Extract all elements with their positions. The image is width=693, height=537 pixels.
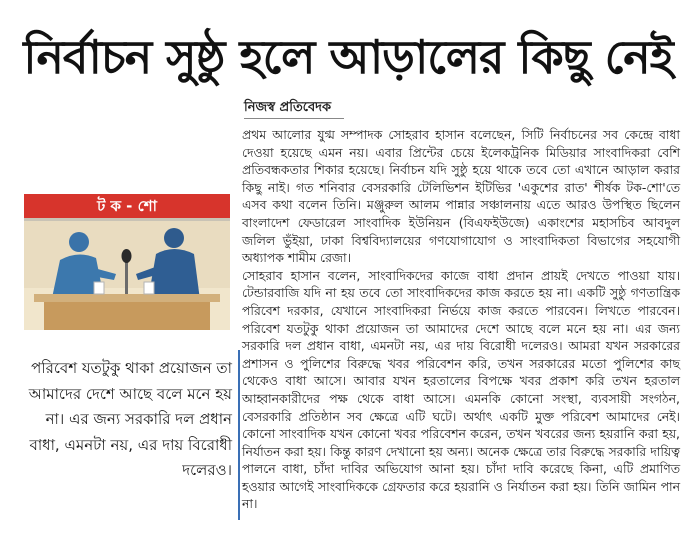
table-front: [44, 302, 210, 330]
top-edge: [0, 0, 693, 8]
talkshow-label: ট ক - শো: [24, 194, 230, 218]
talkshow-photo: [24, 194, 230, 330]
pull-quote: পরিবেশ যতটুকু থাকা প্রয়োজন তা আমাদের দেশে আছে বলে মনে হয় না। এর জন্য সরকারি দল প্রধান বাধা, এমনটা নয়, এর দায় বিরোধী দলেরও।: [28, 359, 232, 480]
byline: নিজস্ব প্রতিবেদক: [244, 100, 332, 115]
table-top: [34, 294, 220, 302]
article-paragraph: সোহরাব হাসান বলেন, সাংবাদিকদের কাজে বাধা প্রদান প্রায়ই দেখতে পাওয়া যায়। টেন্ডারবাজি যদি না হয় তবে তো সাংবাদিকদের কাজ করতে হয় না। একটি সুষ্ঠু গণতান্ত্রিক পরিবেশ দরকার, যেখানে সাংবাদিকরা নির্ভয়ে কাজ করতে পারবেন। লিখতে পারবেন। পরিবেশ যতটুকু থাকা প্রয়োজন তা আমাদের দেশে আছে বলে মনে হয় না। এর জন্য সরকারি দল প্রধান বাধা, এমনটা নয়, এর দায় বিরোধী দলেরও। আমরা যখন সরকারের প্রশাসন ও পুলিশের বিরুদ্ধে খবর পরিবেশন করি, তখন সরকারের মতো পুলিশের কাছ থেকেও বাধা আসে। আবার যখন হরতালের বিপক্ষে খবর প্রকাশ করি তখন হরতাল আহ্বানকারীদের পক্ষ থেকে বাধা আসে। এমনকি কোনো সংস্থা, ব্যবসায়ী সংগঠন, বেসরকারি প্রতিষ্ঠান সব ক্ষেত্রে এটি ঘটে। অর্থাৎ একটি মুক্ত পরিবেশ আমাদের নেই। কোনো সাংবাদিক যখন কোনো খবর পরিবেশন করেন, তখন খবরের জন্য হয়রানি করা হয়, নির্যাতন করা হয়। কিন্তু কারণ দেখানো হয় অন্য। অনেক ক্ষেত্রে তার বিরুদ্ধে সরকারি দায়িত্ব পালনে বাধা, চাঁদা দাবির অভিযোগ আনা হয়। চাঁদা দাবি করেছে কিনা, এটি প্রমাণিত হওয়ার আগেই সাংবাদিককে গ্রেফতার করে হয়রানি ও নির্যাতন করা হয়। তিনি জামিন পান না।: [242, 267, 680, 512]
pull-quote-rule: [238, 350, 240, 520]
byline-divider: [244, 118, 344, 119]
mug-left-icon: [94, 282, 104, 294]
article-body: [242, 126, 680, 513]
mug-right-icon: [144, 282, 154, 294]
article-paragraph: প্রথম আলোর যুগ্ম সম্পাদক সোহরাব হাসান বলেছেন, সিটি নির্বাচনের সব কেন্দ্রে বাধা দেওয়া হয়েছে এমন নয়। এবার প্রিন্টের চেয়ে ইলেকট্রনিক মিডিয়ার সাংবাদিকরা বেশি প্রতিবন্ধকতার শিকার হয়েছে। নির্বাচন যদি সুষ্ঠু হয়ে থাকে তবে তো এখানে আড়াল করার কিছু নাই। গত শনিবার বেসরকারি টেলিভিশন ইটিভির 'একুশের রাত' শীর্ষক টক-শো'তে এসব কথা বলেন তিনি। মঞ্জুরুল আলম পান্নার সঞ্চালনায় এতে আরও উপস্থিত ছিলেন বাংলাদেশ ফেডারেল সাংবাদিক ইউনিয়ন (বিএফইউজে) একাংশের মহাসচিব আবদুল জলিল ভুঁইয়া, ঢাকা বিশ্ববিদ্যালয়ের গণযোগাযোগ ও সাংবাদিকতা বিভাগের সহযোগী অধ্যাপক শামীম রেজা।: [242, 127, 680, 266]
headline: নির্বাচন সুষ্ঠু হলে আড়ালের কিছু নেই: [23, 30, 673, 84]
